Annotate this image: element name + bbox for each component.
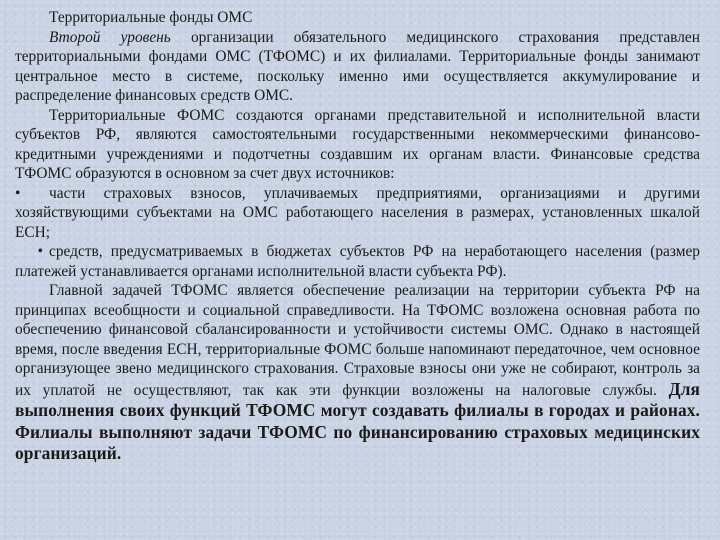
slide-content (15, 8, 700, 465)
paragraph-main-task (15, 281, 700, 465)
bullet-marker: • (15, 184, 21, 202)
paragraph-text: Главной задачей ТФОМС является обеспечение реализации на территории субъекта РФ на принципах всеобщности и социальной справедливости. На ТФОМС возложена основная работа по обеспечению финансовой сбалансированности и устойчивости системы ОМС. Однако в настоящей время, после введения ЕСН, территориальные ФОМС больше напоминают передаточное, чем основное организующее звено медицинского страхования. Страховые взносы они уже не собирают, контроль за их уплатой не осуществляют, так как эти функции возложены на налоговые службы. (15, 282, 700, 399)
bullet-marker: • (37, 243, 43, 260)
paragraph-territorial-funds: Территориальные ФОМС создаются органами представительной и исполнительной власти субъектов РФ, являются самостоятельными государственными некоммерческими финансово-кредитными учреждениями и подотчетны создавшим их органам власти. Финансовые средства ТФОМС образуются в основном за счет двух источников: (15, 106, 700, 182)
bullet-item-insurance-contributions (15, 184, 700, 243)
paragraph-text: организации обязательного медицинского страхования представлен территориальными фондами ОМС (ТФОМС) и их филиалами. Территориальные фонды занимают центральное место в системе, поскольку именно ими осуществляется аккумулирование и распределение финансовых средств ОМС. (15, 28, 700, 104)
italic-lead: Второй уровень (49, 28, 171, 46)
paragraph-second-level (15, 28, 700, 106)
slide-title: Территориальные фонды ОМС (49, 9, 253, 26)
bullet-text: части страховых взносов, уплачиваемых предприятиями, организациями и другими хозяйствующими субъектами на ОМС работающего населения в размерах, установленных шкалой ЕСН; (15, 184, 700, 241)
bullet-text: средств, предусматриваемых в бюджетах субъектов РФ на неработающего населения (размер платежей устанавливается органами исполнительной власти субъекта РФ). (15, 243, 700, 280)
paragraph-branches: Для выполнения своих функций ТФОМС могут создавать филиалы в городах и районах. Филиалы выполняют задачи ТФОМС по финансированию страховых медицинских организаций. (15, 378, 700, 463)
bullet-item-budget-funds (15, 242, 700, 281)
